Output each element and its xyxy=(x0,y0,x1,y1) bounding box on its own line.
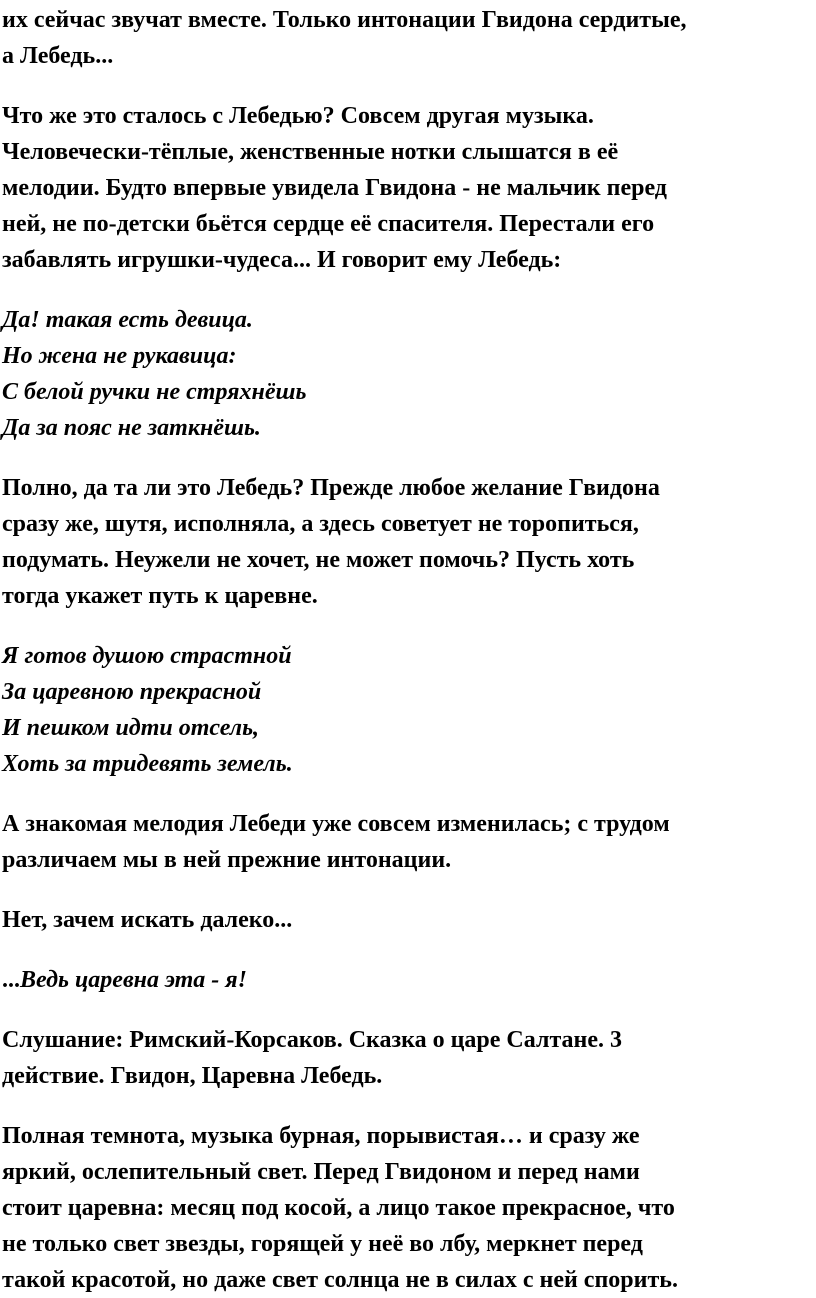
paragraph-4 xyxy=(2,806,816,878)
text-line: мелодии. Будто впервые увидела Гвидона - не мальчик перед xyxy=(2,175,667,201)
verse-line: Я готов душою страстной xyxy=(2,643,292,669)
verse-line: Хоть за тридевять земель. xyxy=(2,751,293,777)
verse-line: Да! такая есть девица. xyxy=(2,307,253,333)
text-line: тогда укажет путь к царевне. xyxy=(2,583,318,609)
text-line: А знакомая мелодия Лебеди уже совсем изменилась; с трудом xyxy=(2,811,670,837)
paragraph-5 xyxy=(2,902,816,938)
verse-quote-1 xyxy=(2,302,816,446)
verse-line: Да за пояс не заткнёшь. xyxy=(2,415,261,441)
text-line: яркий, ослепительный свет. Перед Гвидоном и перед нами xyxy=(2,1159,640,1185)
text-line: Полно, да та ли это Лебедь? Прежде любое желание Гвидона xyxy=(2,475,660,501)
paragraph-2 xyxy=(2,98,816,278)
paragraph-1 xyxy=(2,2,816,74)
paragraph-7 xyxy=(2,1022,816,1094)
text-line: Слушание: Римский-Корсаков. Сказка о царе Салтане. 3 xyxy=(2,1027,623,1053)
text-line: Человечески-тёплые, женственные нотки слышатся в её xyxy=(2,139,619,165)
text-line: подумать. Неужели не хочет, не может помочь? Пусть хоть xyxy=(2,547,635,573)
text-line: Полная темнота, музыка бурная, порывистая… и сразу же xyxy=(2,1123,640,1149)
text-line: забавлять игрушки-чудеса... И говорит ему Лебедь: xyxy=(2,247,562,273)
verse-quote-2 xyxy=(2,638,816,782)
text-line: действие. Гвидон, Царевна Лебедь. xyxy=(2,1063,383,1089)
text-line: Нет, зачем искать далеко... xyxy=(2,907,293,933)
text-line: а Лебедь... xyxy=(2,43,114,69)
verse-line: И пешком идти отсель, xyxy=(2,715,260,741)
paragraph-3 xyxy=(2,470,816,614)
text-line: стоит царевна: месяц под косой, а лицо такое прекрасное, что xyxy=(2,1195,675,1221)
verse-line: За царевною прекрасной xyxy=(2,679,262,705)
text-line: ней, не по-детски бьётся сердце её спасителя. Перестали его xyxy=(2,211,655,237)
text-line: такой красотой, но даже свет солнца не в силах с ней спорить. xyxy=(2,1267,678,1293)
verse-quote-inline: Ведь царевна эта - я! xyxy=(20,967,247,993)
text-line: различаем мы в ней прежние интонации. xyxy=(2,847,452,873)
text-line: Что же это сталось с Лебедью? Совсем другая музыка. xyxy=(2,103,594,129)
paragraph-6 xyxy=(2,962,816,998)
paragraph-8 xyxy=(2,1118,816,1298)
text-line: не только свет звезды, горящей у неё во лбу, меркнет перед xyxy=(2,1231,643,1257)
verse-line: С белой ручки не стряхнёшь xyxy=(2,379,307,405)
text-line: сразу же, шутя, исполняла, а здесь советует не торопиться, xyxy=(2,511,639,537)
verse-line: Но жена не рукавица: xyxy=(2,343,237,369)
text-line: их сейчас звучат вместе. Только интонации Гвидона сердитые, xyxy=(2,7,687,33)
ellipsis-prefix: ... xyxy=(2,967,20,993)
text-line xyxy=(2,962,816,998)
